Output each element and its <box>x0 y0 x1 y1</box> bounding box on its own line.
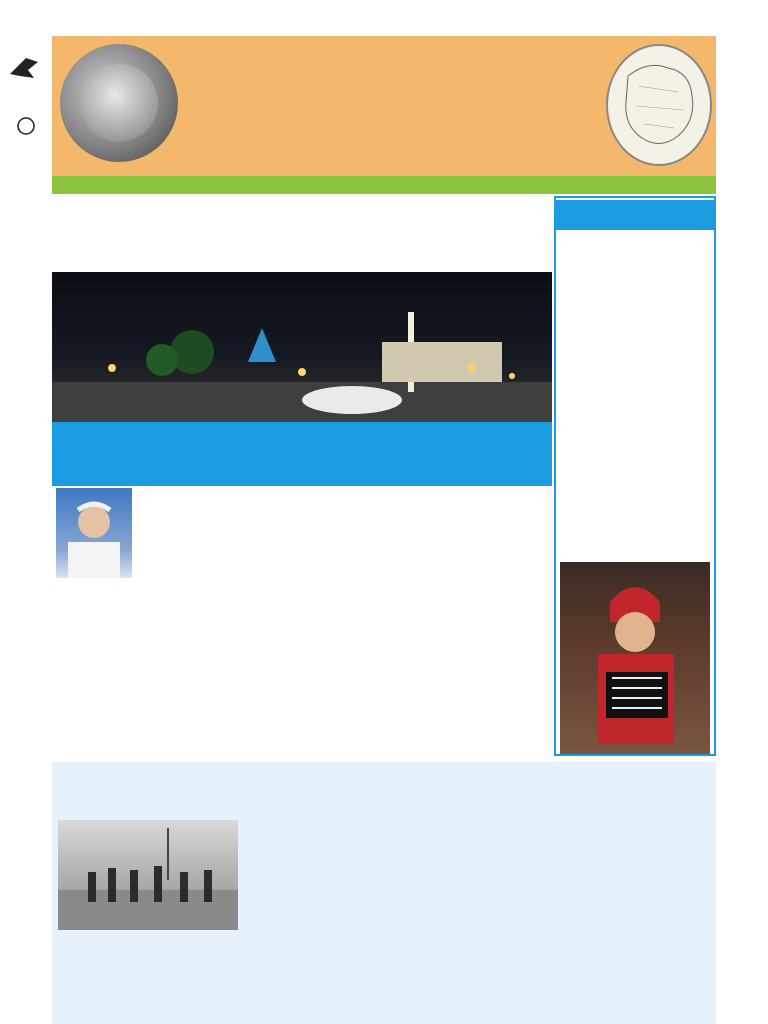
coin-face <box>80 64 158 142</box>
article-banner <box>52 422 552 486</box>
sagiada-photo <box>58 820 238 930</box>
christmas-photo <box>52 272 552 422</box>
author-portrait <box>56 488 132 578</box>
article-col1 <box>56 580 232 758</box>
motto-bar <box>52 176 716 194</box>
history-col1 <box>58 932 268 1022</box>
map-image <box>606 44 712 166</box>
sidebar-tab <box>556 200 716 230</box>
history-col2 <box>276 828 486 1022</box>
banner-line-1 <box>52 422 552 424</box>
article-col2 <box>238 490 396 758</box>
article-col1-top <box>136 490 232 580</box>
accordion-player-photo <box>560 562 710 754</box>
elta-logo <box>4 40 48 140</box>
history-col3 <box>494 812 712 1012</box>
article-col3 <box>400 490 552 758</box>
